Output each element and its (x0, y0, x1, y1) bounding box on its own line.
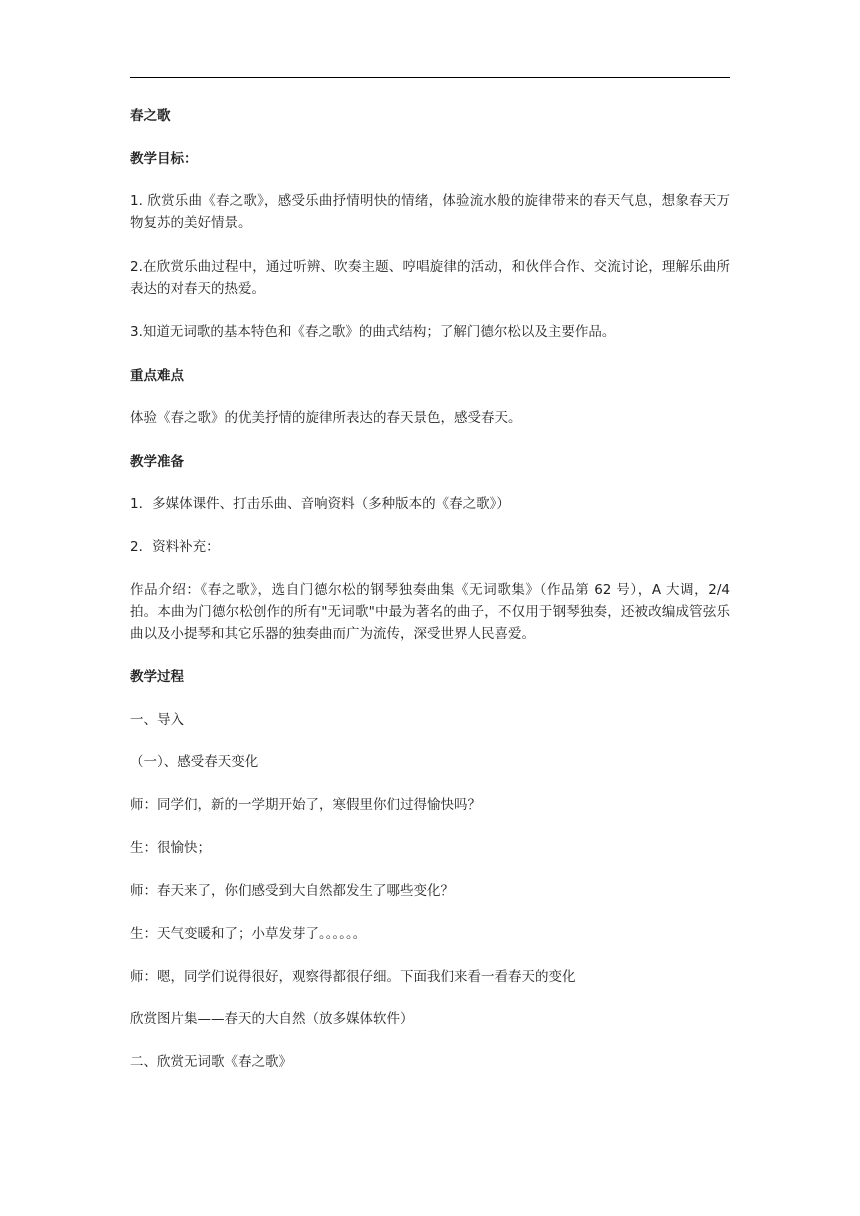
process-line: 欣赏图片集——春天的大自然（放多媒体软件） (130, 1011, 414, 1027)
process-line: 生：天气变暖和了；小草发芽了。。。。。。 (130, 926, 367, 942)
prep-item-1: 1．多媒体课件、打击乐曲、音响资料（多种版本的《春之歌》） (130, 496, 510, 512)
process-line: 二、欣赏无词歌《春之歌》 (130, 1054, 292, 1070)
header-rule (130, 77, 730, 78)
process-line: （一）、感受春天变化 (130, 754, 259, 770)
process-heading: 教学过程 (130, 669, 184, 685)
process-line: 师：嗯，同学们说得很好，观察得都很仔细。下面我们来看一看春天的变化 (130, 969, 576, 985)
goal-item-1: 1. 欣赏乐曲《春之歌》，感受乐曲抒情明快的情绪，体验流水般的旋律带来的春天气息，想象春天万物复苏的美好情景。 (130, 193, 730, 231)
key-heading: 重点难点 (130, 368, 184, 384)
key-text: 体验《春之歌》的优美抒情的旋律所表达的春天景色，感受春天。 (130, 410, 522, 426)
prep-heading: 教学准备 (130, 454, 184, 470)
document-title: 春之歌 (130, 108, 171, 124)
process-line: 生：很愉快； (130, 840, 211, 856)
goal-item-3: 3.知道无词歌的基本特色和《春之歌》的曲式结构；了解门德尔松以及主要作品。 (130, 324, 616, 340)
prep-item-2: 2．资料补充： (130, 539, 220, 555)
process-line: 师：同学们，新的一学期开始了，寒假里你们过得愉快吗？ (130, 797, 481, 813)
goals-heading: 教学目标： (130, 151, 198, 167)
process-line: 师：春天来了，你们感受到大自然都发生了哪些变化？ (130, 883, 454, 899)
goal-item-2: 2.在欣赏乐曲过程中，通过听辨、吹奏主题、哼唱旋律的活动，和伙伴合作、交流讨论，理解乐曲所表达的对春天的热爱。 (130, 259, 730, 297)
work-intro: 作品介绍：《春之歌》，选自门德尔松的钢琴独奏曲集《无词歌集》（作品第 62 号），A 大调，2/4 拍。本曲为门德尔松创作的所有"无词歌"中最为著名的曲子，不仅用于钢琴独奏，还被改编成管弦乐曲以及小提琴和其它乐器的独奏曲而广为流传，深受世界人民喜爱。 (130, 582, 730, 642)
process-line: 一、导入 (130, 712, 184, 728)
